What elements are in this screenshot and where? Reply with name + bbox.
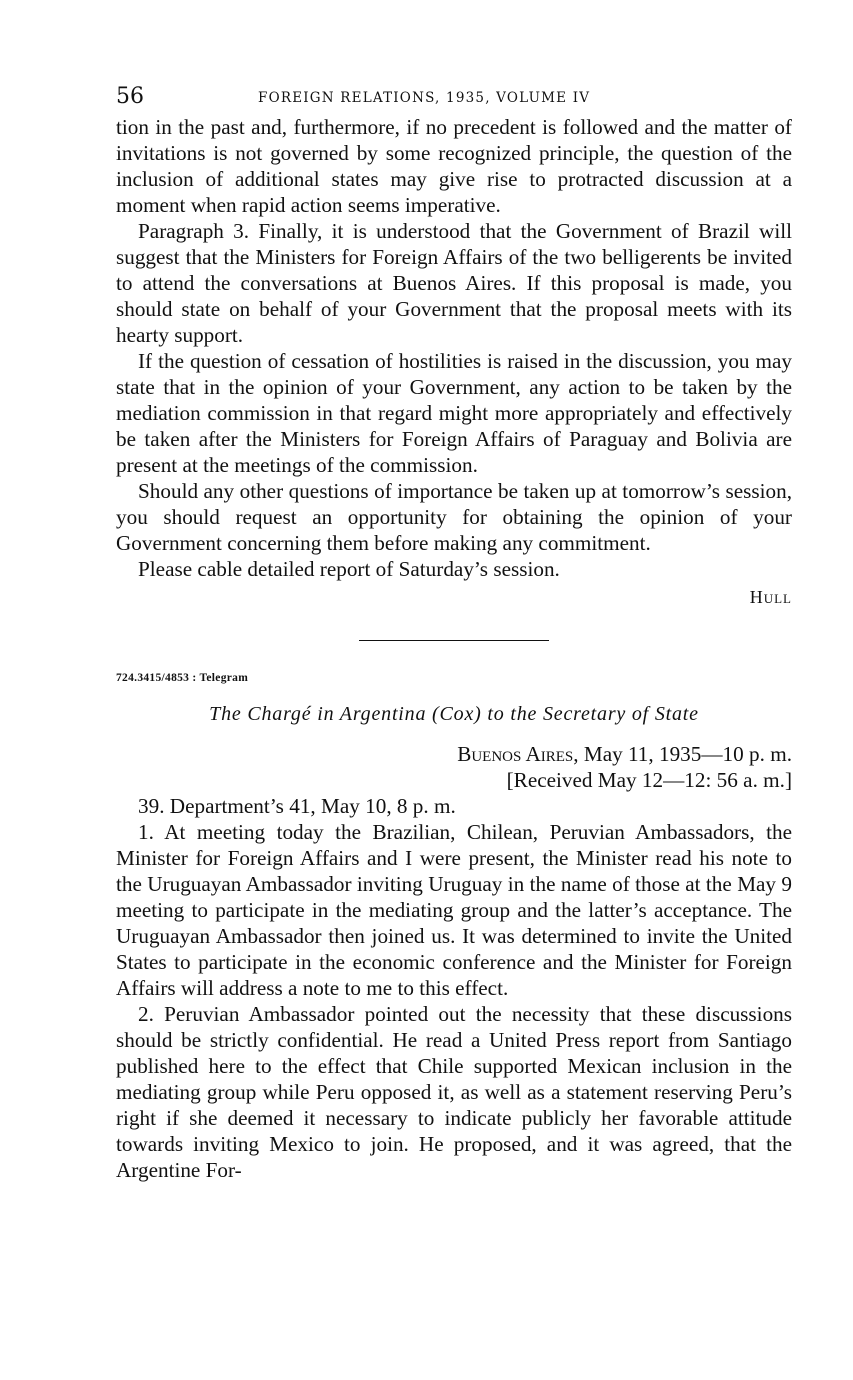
document-page (116, 84, 792, 1183)
paragraph: Please cable detailed report of Saturday’s session. (138, 557, 560, 581)
received-line: [Received May 12—12: 56 a. m.] (506, 768, 792, 792)
page-number: 56 (116, 84, 144, 109)
document-body (116, 114, 792, 1183)
file-reference: 724.3415/4853 : Telegram (116, 672, 249, 684)
section-divider (359, 640, 549, 641)
signature: Hull (749, 587, 792, 607)
page-header (116, 84, 792, 114)
paragraph: If the question of cessation of hostilities is raised in the discussion, you may state that in the opinion of your Government, any action to be taken by the mediation commission in that regard might more appropriately and effectively be taken after the Ministers for Foreign Affairs of Paraguay and Bolivia are present at the meetings of the commission. (116, 349, 792, 477)
running-head: FOREIGN RELATIONS, 1935, VOLUME IV (258, 90, 591, 106)
paragraph: tion in the past and, furthermore, if no precedent is followed and the matter of invitations is not governed by some recognized principle, the question of the inclusion of additional states may give rise to protracted discussion at a moment when rapid action seems imperative. (116, 115, 792, 217)
dateline (116, 741, 792, 767)
paragraph: Should any other questions of importance be taken up at tomorrow’s session, you should request an opportunity for obtaining the opinion of your Government concerning them before making any commitment. (116, 479, 792, 555)
paragraph: 39. Department’s 41, May 10, 8 p. m. (138, 794, 456, 818)
paragraph: 2. Peruvian Ambassador pointed out the necessity that these discussions should be strictly confidential. He read a United Press report from Santiago published here to the effect that Chile supported Mexican inclusion in the mediating group while Peru opposed it, as well as a statement reserving Peru’s right if she deemed it necessary to indicate publicly her favorable attitude towards inviting Mexico to join. He proposed, and it was agreed, that the Argentine For- (116, 1002, 792, 1182)
document-title: The Chargé in Argentina (Cox) to the Secretary of State (209, 703, 699, 725)
paragraph: Paragraph 3. Finally, it is understood that the Government of Brazil will suggest that the Ministers for Foreign Affairs of the two belligerents be invited to attend the conversations at Buenos Aires. If this proposal is made, you should state on behalf of your Government that the proposal meets with its hearty support. (116, 219, 792, 347)
paragraph: 1. At meeting today the Brazilian, Chilean, Peruvian Ambassadors, the Minister for Foreign Affairs and I were present, the Minister read his note to the Uruguayan Ambassador inviting Uruguay in the name of those at the May 9 meeting to participate in the mediating group and the latter’s acceptance. The Uruguayan Ambassador then joined us. It was determined to invite the United States to participate in the economic conference and the Minister for Foreign Affairs will address a note to me to this effect. (116, 820, 792, 1000)
dateline-date: May 11, 1935—10 p. m. (583, 742, 792, 766)
dateline-place: Buenos Aires, (457, 742, 579, 766)
